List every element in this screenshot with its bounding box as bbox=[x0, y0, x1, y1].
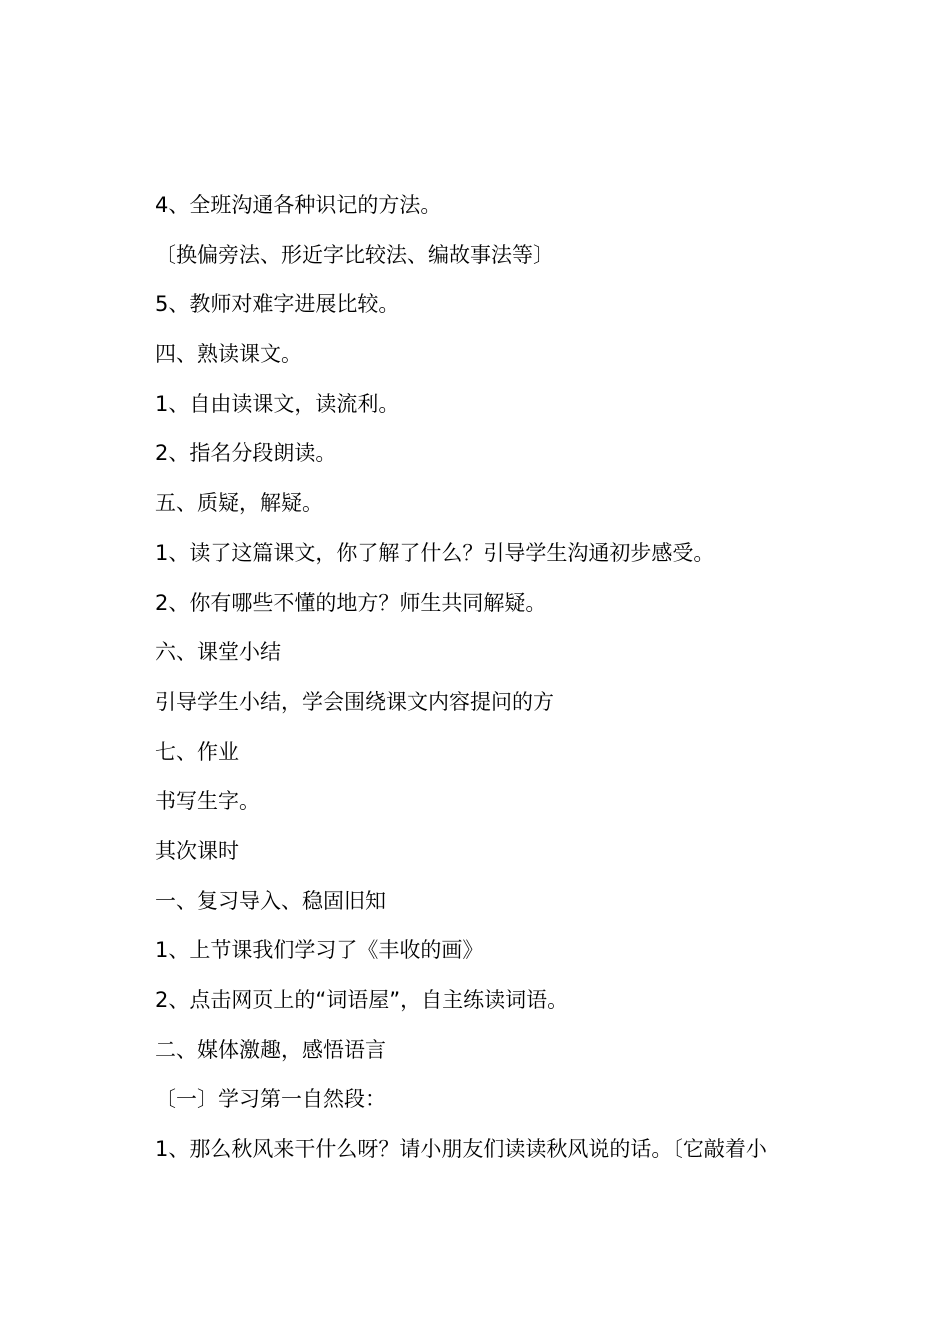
section-heading: 一、复习导入、稳固旧知 bbox=[155, 888, 386, 913]
text-line: 5、教师对难字进展比较。 bbox=[155, 292, 400, 317]
text-line: 1、读了这篇课文，你了解了什么？引导学生沟通初步感受。 bbox=[155, 540, 715, 565]
text-line: 2、指名分段朗读。 bbox=[155, 441, 337, 466]
section-heading: 四、熟读课文。 bbox=[155, 342, 302, 367]
section-heading: 五、质疑，解疑。 bbox=[155, 491, 323, 516]
section-heading: 七、作业 bbox=[155, 739, 239, 764]
text-line: 1、上节课我们学习了《丰收的画》 bbox=[155, 938, 484, 963]
lesson-heading: 其次课时 bbox=[155, 838, 239, 863]
text-line: 4、全班沟通各种识记的方法。 bbox=[155, 193, 442, 217]
text-line: 2、点击网页上的“词语屋”，自主练读词语。 bbox=[155, 988, 569, 1012]
text-line: 2、你有哪些不懂的地方？师生共同解疑。 bbox=[155, 590, 547, 615]
section-heading: 二、媒体激趣，感悟语言 bbox=[155, 1037, 386, 1062]
text-line: 1、自由读课文，读流利。 bbox=[155, 391, 400, 416]
section-heading: 六、课堂小结 bbox=[155, 640, 281, 665]
text-line: 书写生字。 bbox=[155, 789, 260, 814]
subsection-heading: 〔一〕学习第一自然段： bbox=[155, 1087, 386, 1112]
document-body bbox=[155, 188, 855, 1182]
text-line: 〔换偏旁法、形近字比较法、编故事法等〕 bbox=[155, 242, 554, 267]
text-line: 引导学生小结，学会围绕课文内容提问的方 bbox=[155, 689, 554, 714]
text-line: 1、那么秋风来干什么呀？请小朋友们读读秋风说的话。〔它敲着小 bbox=[155, 1137, 767, 1162]
